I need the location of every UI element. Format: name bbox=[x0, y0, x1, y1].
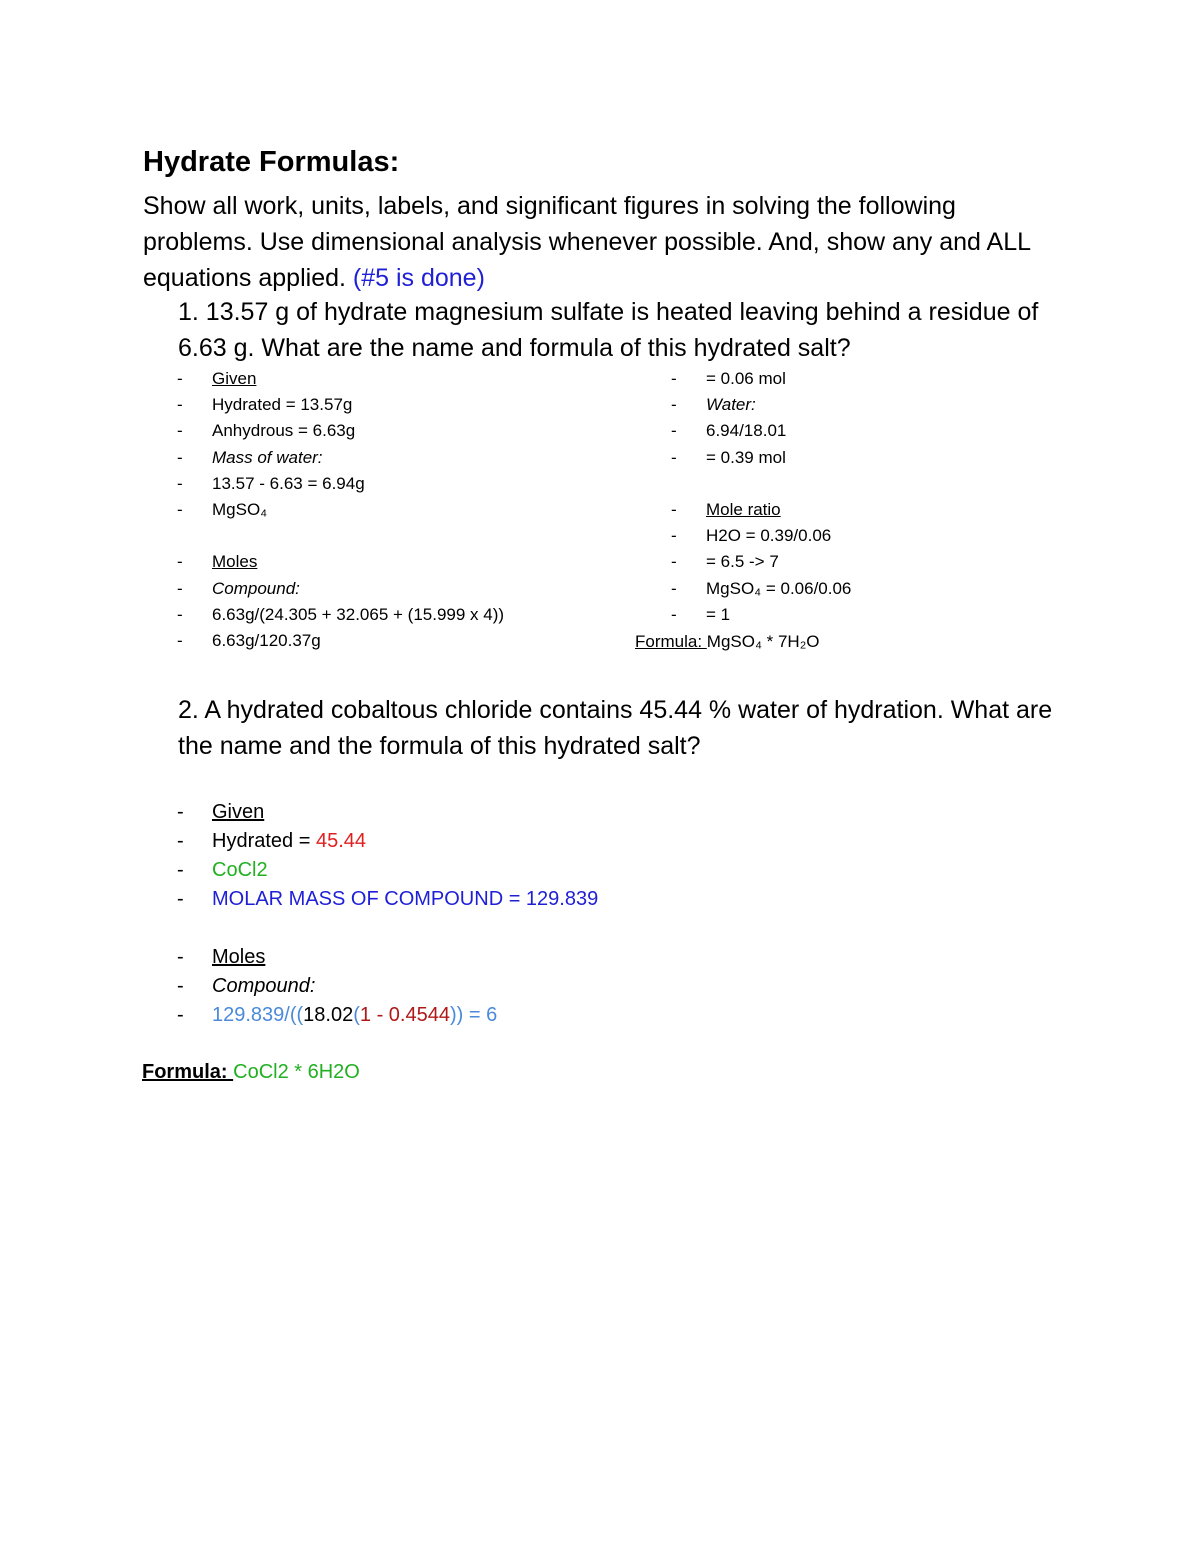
q1-formula-label: Formula: bbox=[635, 632, 707, 651]
instructions bbox=[143, 188, 1043, 296]
list-spacer bbox=[177, 914, 598, 943]
list-item: - Water: bbox=[671, 395, 756, 415]
list-spacer bbox=[177, 523, 504, 549]
list-item: - MgSO₄ bbox=[177, 499, 268, 519]
q1-formula-value: MgSO₄ * 7H₂O bbox=[706, 632, 820, 651]
q1-formula bbox=[635, 629, 820, 655]
list-item: - 6.63g/(24.305 + 32.065 + (15.999 x 4)) bbox=[177, 604, 505, 624]
question-2: 2. A hydrated cobaltous chloride contains 45.44 % water of hydration. What are the name and the formula of this hydrated salt? bbox=[178, 696, 1053, 760]
list-item: - Moles bbox=[177, 552, 258, 572]
list-item: - Moles bbox=[177, 946, 266, 968]
list-item: - Given bbox=[177, 801, 265, 823]
question-1: 1. 13.57 g of hydrate magnesium sulfate is heated leaving behind a residue of 6.63 g. What are the name and formula of this hydrated salt? bbox=[178, 298, 1039, 362]
list-item: - 129.839/((18.02(1 - 0.4544)) = 6 bbox=[177, 1004, 498, 1026]
list-item: - Hydrated = 45.44 bbox=[177, 830, 367, 852]
list-item: - = 6.5 -> 7 bbox=[671, 552, 779, 572]
instructions-text: Show all work, units, labels, and significant figures in solving the following problems. Use dimensional analysis whenever possible. And, show any and ALL equations applied. bbox=[143, 192, 1031, 292]
list-item: - H2O = 0.39/0.06 bbox=[671, 526, 832, 546]
q1-left-column bbox=[177, 366, 504, 654]
list-item: - Compound: bbox=[177, 975, 316, 997]
q2-formula bbox=[142, 1058, 360, 1087]
list-item: - Given bbox=[177, 369, 257, 388]
list-item: - CoCl2 bbox=[177, 859, 268, 881]
list-item: - = 0.39 mol bbox=[671, 447, 786, 467]
instructions-note: (#5 is done) bbox=[352, 264, 485, 292]
list-item: - MOLAR MASS OF COMPOUND = 129.839 bbox=[177, 888, 599, 910]
list-item: - MgSO₄ = 0.06/0.06 bbox=[671, 578, 852, 598]
list-item: - Hydrated = 13.57g bbox=[177, 395, 353, 415]
q1-right-column bbox=[671, 366, 851, 628]
list-item: - 6.94/18.01 bbox=[671, 421, 787, 441]
list-item: - Anhydrous = 6.63g bbox=[177, 421, 356, 441]
list-item: - 13.57 - 6.63 = 6.94g bbox=[177, 473, 365, 493]
q2-formula-label: Formula: bbox=[142, 1061, 234, 1083]
q2-work-list bbox=[177, 798, 598, 1030]
list-item: - Mass of water: bbox=[177, 447, 323, 467]
list-item: - = 1 bbox=[671, 604, 731, 624]
list-item: - = 0.06 mol bbox=[671, 369, 786, 388]
list-spacer bbox=[671, 471, 851, 497]
list-item: - 6.63g/120.37g bbox=[177, 630, 321, 650]
page-title: Hydrate Formulas: bbox=[143, 146, 400, 178]
list-item: - Mole ratio bbox=[671, 499, 781, 519]
q2-formula-value: CoCl2 * 6H2O bbox=[233, 1061, 360, 1083]
list-item: - Compound: bbox=[177, 578, 300, 598]
